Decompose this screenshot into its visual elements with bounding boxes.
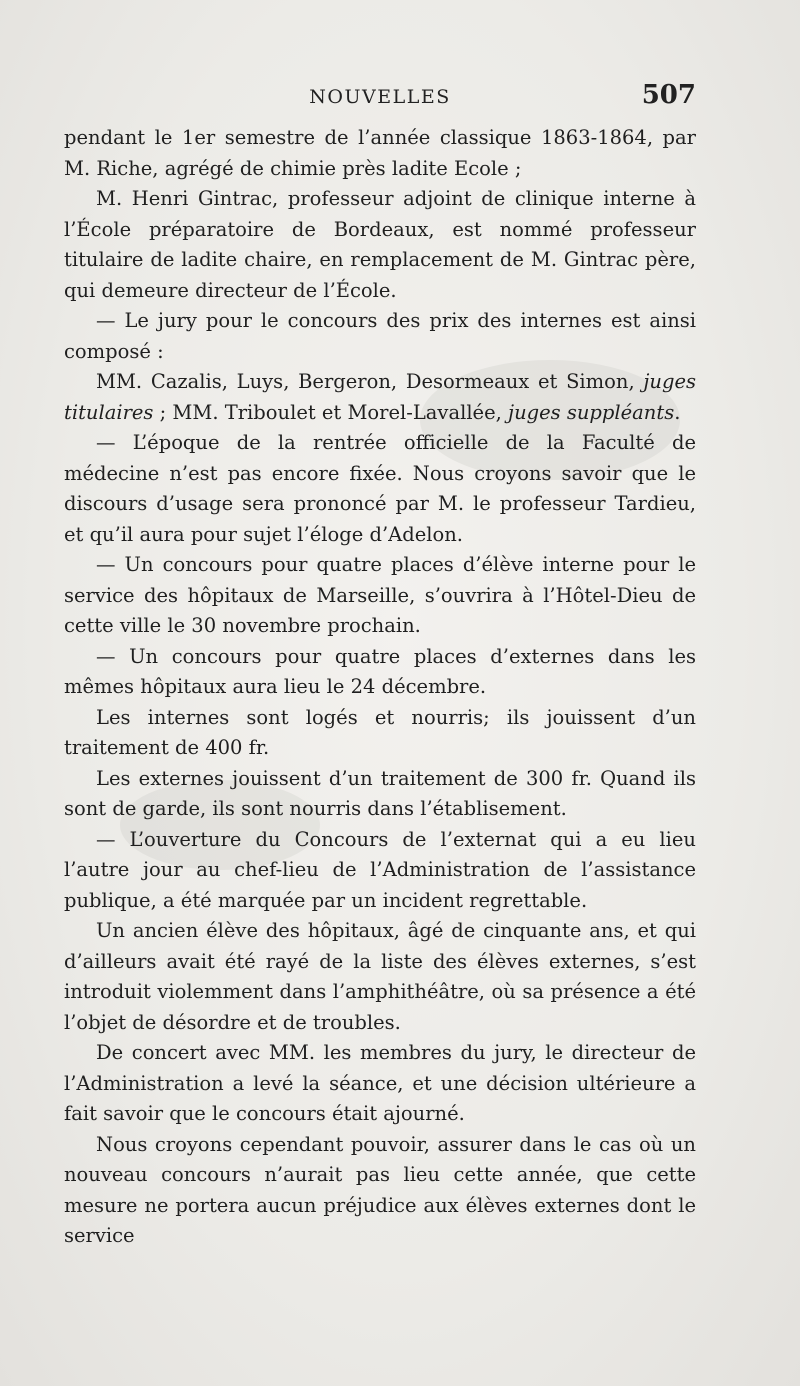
paragraph	[64, 1038, 696, 1130]
article-body	[64, 123, 696, 1252]
text-run: — Un concours pour quatre places d’élève interne pour le service des hôpitaux de Marseille, s’ouvrira à l’Hôtel-Dieu de cette ville le 30 novembre prochain.	[64, 553, 696, 637]
paragraph	[64, 642, 696, 703]
paragraph	[64, 123, 696, 184]
running-title: NOUVELLES	[309, 86, 451, 108]
text-run: — Un concours pour quatre places d’externes dans les mêmes hôpitaux aura lieu le 24 décembre.	[64, 644, 696, 698]
text-run: Un ancien élève des hôpitaux, âgé de cinquante ans, et qui d’ailleurs avait été rayé de la liste des élèves externes, s’est introduit violemment dans l’amphithéâtre, où sa présence a été l’objet de désordre et de troubles.	[64, 919, 696, 1034]
paragraph	[64, 916, 696, 1038]
text-run: Nous croyons cependant pouvoir, assurer dans le cas où un nouveau concours n’aurait pas lieu cette année, que cette mesure ne portera aucun préjudice aux élèves externes dont le service	[64, 1132, 696, 1247]
text-run: MM. Cazalis, Luys, Bergeron, Desormeaux et Simon,	[96, 370, 644, 393]
paragraph	[64, 428, 696, 550]
paragraph	[64, 306, 696, 367]
text-run: Les internes sont logés et nourris; ils jouissent d’un traitement de 400 fr.	[64, 705, 696, 759]
italic-text: juges titulaires	[64, 370, 696, 424]
text-run: — Le jury pour le concours des prix des internes est ainsi composé :	[64, 309, 696, 363]
text-run: De concert avec MM. les membres du jury, le directeur de l’Administration a levé la séance, et une décision ultérieure a fait savoir que le concours était ajourné.	[64, 1041, 696, 1125]
page-number: 507	[641, 80, 696, 110]
text-run: pendant le 1er semestre de l’année classique 1863-1864, par M. Riche, agrégé de chimie près ladite Ecole ;	[64, 126, 696, 180]
paragraph	[64, 367, 696, 428]
text-run: Les externes jouissent d’un traitement de 300 fr. Quand ils sont de garde, ils sont nourris dans l’établisement.	[64, 766, 696, 820]
text-run: — L’époque de la rentrée officielle de la Faculté de médecine n’est pas encore fixée. Nous croyons savoir que le discours d’usage sera prononcé par M. le professeur Tardieu, et qu’il aura pour sujet l’éloge d’Adelon.	[64, 431, 696, 546]
italic-text: juges suppléants	[508, 400, 675, 424]
paragraph	[64, 550, 696, 642]
page-header	[64, 80, 696, 120]
paragraph	[64, 764, 696, 825]
text-run: ; MM. Triboulet et Morel-Lavallée,	[153, 400, 509, 424]
text-run: — L’ouverture du Concours de l’externat qui a eu lieu l’autre jour au chef-lieu de l’Administration de l’assistance publique, a été marquée par un incident regrettable.	[64, 827, 696, 912]
text-run: M. Henri Gintrac, professeur adjoint de clinique interne à l’École préparatoire de Bordeaux, est nommé professeur titulaire de ladite chaire, en remplacement de M. Gintrac père, qui demeure directeur de l’École.	[64, 187, 696, 302]
paragraph	[64, 1130, 696, 1252]
paragraph	[64, 703, 696, 764]
text-run: .	[674, 400, 681, 424]
paragraph	[64, 825, 696, 917]
paragraph	[64, 184, 696, 306]
